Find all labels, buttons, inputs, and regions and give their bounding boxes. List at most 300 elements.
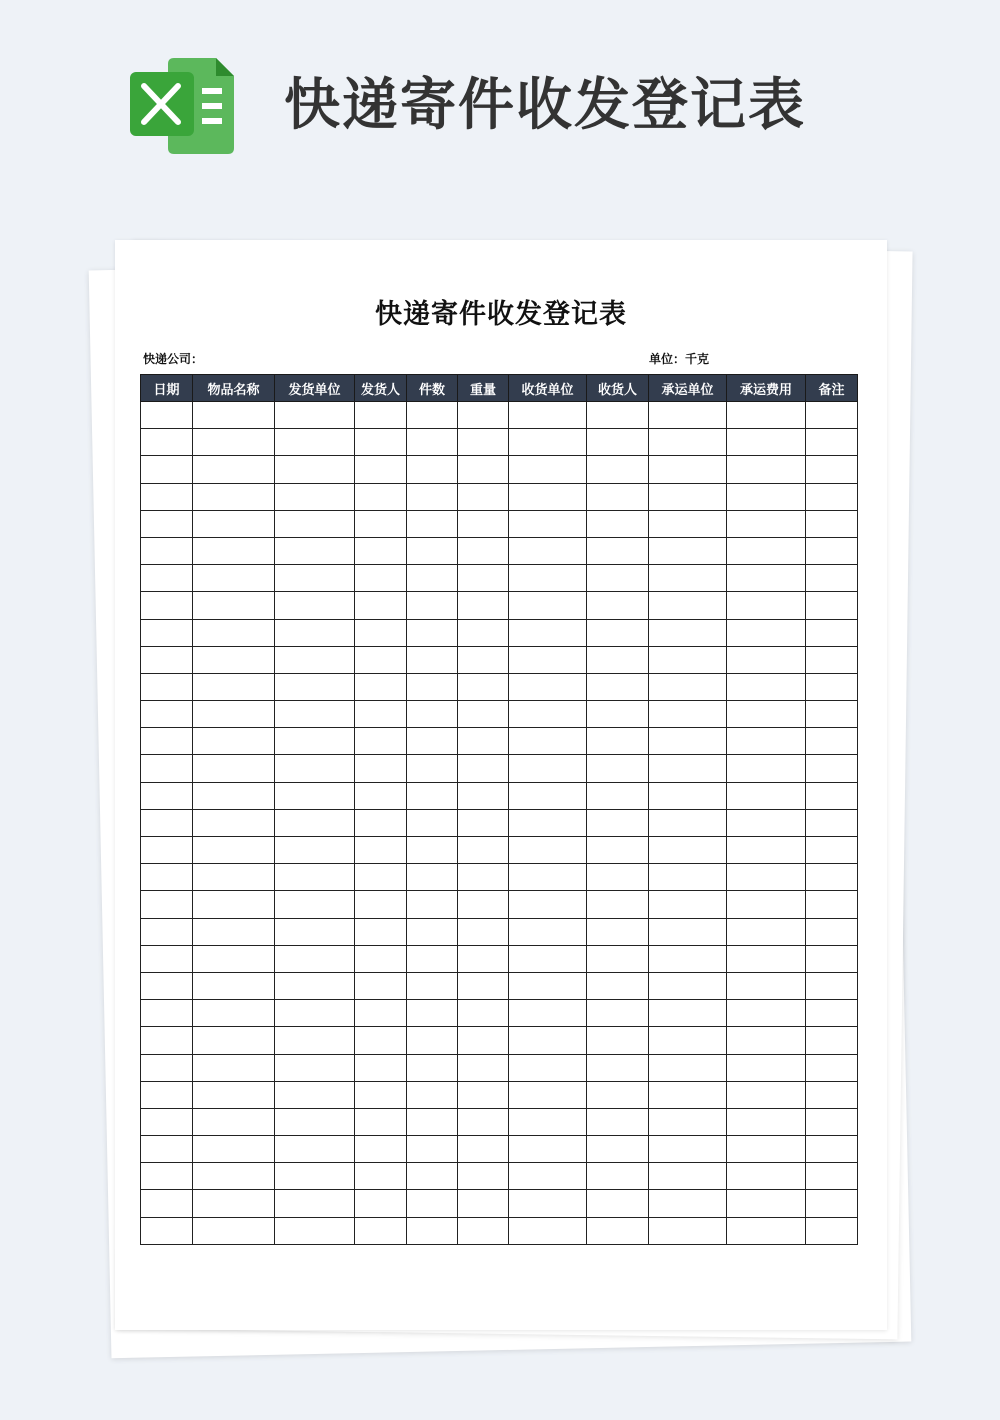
table-cell[interactable] (649, 972, 727, 999)
table-cell[interactable] (458, 701, 509, 728)
table-cell[interactable] (407, 673, 458, 700)
table-cell[interactable] (275, 673, 355, 700)
table-cell[interactable] (509, 483, 587, 510)
table-cell[interactable] (407, 945, 458, 972)
table-cell[interactable] (509, 565, 587, 592)
table-cell[interactable] (649, 456, 727, 483)
table-cell[interactable] (587, 701, 649, 728)
table-cell[interactable] (806, 864, 858, 891)
table-cell[interactable] (509, 537, 587, 564)
table-cell[interactable] (727, 1190, 806, 1217)
table-cell[interactable] (355, 537, 407, 564)
table-cell[interactable] (407, 918, 458, 945)
table-cell[interactable] (407, 646, 458, 673)
table-cell[interactable] (275, 809, 355, 836)
table-cell[interactable] (275, 1217, 355, 1244)
table-cell[interactable] (649, 1054, 727, 1081)
table-cell[interactable] (509, 972, 587, 999)
table-cell[interactable] (275, 701, 355, 728)
table-cell[interactable] (275, 918, 355, 945)
table-cell[interactable] (458, 891, 509, 918)
table-cell[interactable] (407, 755, 458, 782)
table-cell[interactable] (509, 701, 587, 728)
table-cell[interactable] (275, 782, 355, 809)
table-cell[interactable] (458, 402, 509, 429)
table-cell[interactable] (509, 1136, 587, 1163)
table-cell[interactable] (806, 483, 858, 510)
table-cell[interactable] (806, 1081, 858, 1108)
table-cell[interactable] (727, 1054, 806, 1081)
table-cell[interactable] (649, 1190, 727, 1217)
table-cell[interactable] (727, 891, 806, 918)
table-cell[interactable] (458, 1108, 509, 1135)
table-cell[interactable] (649, 1217, 727, 1244)
table-cell[interactable] (587, 1027, 649, 1054)
table-cell[interactable] (275, 945, 355, 972)
table-cell[interactable] (355, 782, 407, 809)
table-cell[interactable] (727, 755, 806, 782)
table-cell[interactable] (141, 1081, 193, 1108)
table-cell[interactable] (806, 402, 858, 429)
table-cell[interactable] (141, 619, 193, 646)
table-cell[interactable] (275, 537, 355, 564)
table-cell[interactable] (141, 510, 193, 537)
table-cell[interactable] (275, 1027, 355, 1054)
table-cell[interactable] (806, 429, 858, 456)
table-cell[interactable] (275, 728, 355, 755)
table-cell[interactable] (509, 755, 587, 782)
table-cell[interactable] (355, 429, 407, 456)
table-cell[interactable] (587, 565, 649, 592)
table-cell[interactable] (458, 837, 509, 864)
table-cell[interactable] (806, 728, 858, 755)
table-cell[interactable] (587, 1108, 649, 1135)
table-cell[interactable] (727, 619, 806, 646)
table-cell[interactable] (587, 673, 649, 700)
table-cell[interactable] (275, 565, 355, 592)
table-cell[interactable] (407, 619, 458, 646)
table-cell[interactable] (806, 755, 858, 782)
table-cell[interactable] (727, 864, 806, 891)
table-cell[interactable] (193, 646, 275, 673)
table-cell[interactable] (141, 1108, 193, 1135)
table-cell[interactable] (509, 891, 587, 918)
table-cell[interactable] (649, 646, 727, 673)
table-cell[interactable] (458, 1190, 509, 1217)
table-cell[interactable] (727, 918, 806, 945)
table-cell[interactable] (806, 891, 858, 918)
table-cell[interactable] (141, 728, 193, 755)
table-cell[interactable] (509, 864, 587, 891)
table-cell[interactable] (355, 1108, 407, 1135)
table-cell[interactable] (275, 1000, 355, 1027)
table-cell[interactable] (587, 864, 649, 891)
table-cell[interactable] (587, 537, 649, 564)
table-cell[interactable] (806, 456, 858, 483)
table-cell[interactable] (407, 1217, 458, 1244)
table-cell[interactable] (193, 510, 275, 537)
table-cell[interactable] (355, 755, 407, 782)
table-cell[interactable] (193, 673, 275, 700)
table-cell[interactable] (806, 565, 858, 592)
table-cell[interactable] (458, 1081, 509, 1108)
table-cell[interactable] (649, 1108, 727, 1135)
table-cell[interactable] (587, 619, 649, 646)
table-cell[interactable] (727, 1108, 806, 1135)
table-cell[interactable] (727, 483, 806, 510)
table-cell[interactable] (727, 537, 806, 564)
table-cell[interactable] (355, 1081, 407, 1108)
table-cell[interactable] (141, 1054, 193, 1081)
table-cell[interactable] (509, 782, 587, 809)
table-cell[interactable] (649, 565, 727, 592)
table-cell[interactable] (509, 1163, 587, 1190)
table-cell[interactable] (509, 809, 587, 836)
table-cell[interactable] (649, 483, 727, 510)
table-cell[interactable] (509, 673, 587, 700)
table-cell[interactable] (407, 456, 458, 483)
table-cell[interactable] (458, 429, 509, 456)
table-cell[interactable] (727, 646, 806, 673)
table-cell[interactable] (727, 1163, 806, 1190)
table-cell[interactable] (587, 1081, 649, 1108)
table-cell[interactable] (141, 1027, 193, 1054)
table-cell[interactable] (649, 782, 727, 809)
table-cell[interactable] (141, 565, 193, 592)
table-cell[interactable] (806, 510, 858, 537)
table-cell[interactable] (355, 402, 407, 429)
table-cell[interactable] (509, 1190, 587, 1217)
table-cell[interactable] (193, 972, 275, 999)
table-cell[interactable] (509, 510, 587, 537)
table-cell[interactable] (649, 918, 727, 945)
table-cell[interactable] (141, 456, 193, 483)
table-cell[interactable] (727, 1081, 806, 1108)
table-cell[interactable] (727, 945, 806, 972)
table-cell[interactable] (649, 1081, 727, 1108)
table-cell[interactable] (587, 1000, 649, 1027)
table-cell[interactable] (458, 646, 509, 673)
table-cell[interactable] (407, 429, 458, 456)
table-cell[interactable] (355, 456, 407, 483)
table-cell[interactable] (193, 619, 275, 646)
table-cell[interactable] (509, 1054, 587, 1081)
table-cell[interactable] (407, 1081, 458, 1108)
table-cell[interactable] (587, 809, 649, 836)
table-cell[interactable] (275, 456, 355, 483)
table-cell[interactable] (806, 1108, 858, 1135)
table-cell[interactable] (587, 945, 649, 972)
table-cell[interactable] (458, 1000, 509, 1027)
table-cell[interactable] (649, 701, 727, 728)
table-cell[interactable] (141, 972, 193, 999)
table-cell[interactable] (141, 837, 193, 864)
table-cell[interactable] (193, 891, 275, 918)
table-cell[interactable] (407, 402, 458, 429)
table-cell[interactable] (355, 1163, 407, 1190)
table-cell[interactable] (649, 728, 727, 755)
table-cell[interactable] (193, 728, 275, 755)
table-cell[interactable] (355, 646, 407, 673)
table-cell[interactable] (407, 483, 458, 510)
table-cell[interactable] (141, 402, 193, 429)
table-cell[interactable] (355, 837, 407, 864)
table-cell[interactable] (407, 864, 458, 891)
table-cell[interactable] (355, 972, 407, 999)
table-cell[interactable] (355, 1027, 407, 1054)
table-cell[interactable] (649, 755, 727, 782)
table-cell[interactable] (355, 1190, 407, 1217)
table-cell[interactable] (649, 510, 727, 537)
table-cell[interactable] (407, 809, 458, 836)
table-cell[interactable] (587, 483, 649, 510)
table-cell[interactable] (275, 592, 355, 619)
table-cell[interactable] (193, 1217, 275, 1244)
table-cell[interactable] (275, 755, 355, 782)
table-cell[interactable] (587, 402, 649, 429)
table-cell[interactable] (649, 673, 727, 700)
table-cell[interactable] (407, 701, 458, 728)
table-cell[interactable] (649, 429, 727, 456)
table-cell[interactable] (141, 483, 193, 510)
table-cell[interactable] (727, 1027, 806, 1054)
table-cell[interactable] (407, 1054, 458, 1081)
table-cell[interactable] (275, 837, 355, 864)
table-cell[interactable] (806, 1136, 858, 1163)
table-cell[interactable] (275, 1163, 355, 1190)
table-cell[interactable] (649, 864, 727, 891)
table-cell[interactable] (806, 1000, 858, 1027)
table-cell[interactable] (806, 592, 858, 619)
table-cell[interactable] (649, 891, 727, 918)
table-cell[interactable] (193, 782, 275, 809)
table-cell[interactable] (509, 592, 587, 619)
table-cell[interactable] (141, 1217, 193, 1244)
table-cell[interactable] (509, 728, 587, 755)
table-cell[interactable] (806, 1054, 858, 1081)
table-cell[interactable] (458, 565, 509, 592)
table-cell[interactable] (407, 837, 458, 864)
table-cell[interactable] (407, 1136, 458, 1163)
table-cell[interactable] (806, 1190, 858, 1217)
table-cell[interactable] (193, 945, 275, 972)
table-cell[interactable] (141, 945, 193, 972)
table-cell[interactable] (193, 1136, 275, 1163)
table-cell[interactable] (458, 1136, 509, 1163)
table-cell[interactable] (587, 1163, 649, 1190)
table-cell[interactable] (509, 402, 587, 429)
table-cell[interactable] (458, 510, 509, 537)
table-cell[interactable] (727, 782, 806, 809)
table-cell[interactable] (193, 809, 275, 836)
table-cell[interactable] (355, 673, 407, 700)
table-cell[interactable] (407, 1000, 458, 1027)
table-cell[interactable] (458, 864, 509, 891)
table-cell[interactable] (727, 728, 806, 755)
table-cell[interactable] (407, 891, 458, 918)
table-cell[interactable] (649, 837, 727, 864)
table-cell[interactable] (587, 918, 649, 945)
table-cell[interactable] (193, 483, 275, 510)
table-cell[interactable] (141, 646, 193, 673)
table-cell[interactable] (355, 1217, 407, 1244)
table-cell[interactable] (806, 782, 858, 809)
table-cell[interactable] (141, 918, 193, 945)
table-cell[interactable] (407, 1108, 458, 1135)
table-cell[interactable] (355, 510, 407, 537)
table-cell[interactable] (355, 483, 407, 510)
table-cell[interactable] (275, 1081, 355, 1108)
table-cell[interactable] (193, 1190, 275, 1217)
table-cell[interactable] (587, 1217, 649, 1244)
table-cell[interactable] (275, 1136, 355, 1163)
table-cell[interactable] (355, 1000, 407, 1027)
table-cell[interactable] (806, 972, 858, 999)
table-cell[interactable] (458, 592, 509, 619)
table-cell[interactable] (355, 809, 407, 836)
table-cell[interactable] (275, 510, 355, 537)
table-cell[interactable] (806, 1163, 858, 1190)
table-cell[interactable] (727, 402, 806, 429)
table-cell[interactable] (141, 891, 193, 918)
table-cell[interactable] (509, 429, 587, 456)
table-cell[interactable] (727, 592, 806, 619)
table-cell[interactable] (649, 1027, 727, 1054)
table-cell[interactable] (806, 837, 858, 864)
table-cell[interactable] (458, 537, 509, 564)
table-cell[interactable] (407, 1163, 458, 1190)
table-cell[interactable] (587, 1136, 649, 1163)
table-cell[interactable] (509, 646, 587, 673)
table-cell[interactable] (141, 809, 193, 836)
table-cell[interactable] (193, 565, 275, 592)
table-cell[interactable] (727, 429, 806, 456)
table-cell[interactable] (141, 673, 193, 700)
table-cell[interactable] (649, 1000, 727, 1027)
table-cell[interactable] (509, 619, 587, 646)
table-cell[interactable] (275, 1054, 355, 1081)
table-cell[interactable] (355, 565, 407, 592)
table-cell[interactable] (458, 809, 509, 836)
table-cell[interactable] (458, 1054, 509, 1081)
table-cell[interactable] (458, 782, 509, 809)
table-cell[interactable] (727, 701, 806, 728)
table-cell[interactable] (193, 701, 275, 728)
table-cell[interactable] (458, 1027, 509, 1054)
table-cell[interactable] (193, 864, 275, 891)
table-cell[interactable] (458, 728, 509, 755)
table-cell[interactable] (141, 1190, 193, 1217)
table-cell[interactable] (509, 1108, 587, 1135)
table-cell[interactable] (509, 837, 587, 864)
table-cell[interactable] (141, 1136, 193, 1163)
table-cell[interactable] (509, 456, 587, 483)
table-cell[interactable] (509, 918, 587, 945)
table-cell[interactable] (193, 837, 275, 864)
table-cell[interactable] (458, 483, 509, 510)
table-cell[interactable] (407, 510, 458, 537)
table-cell[interactable] (509, 1081, 587, 1108)
table-cell[interactable] (193, 1054, 275, 1081)
table-cell[interactable] (587, 429, 649, 456)
table-cell[interactable] (587, 782, 649, 809)
table-cell[interactable] (587, 1054, 649, 1081)
table-cell[interactable] (193, 456, 275, 483)
table-cell[interactable] (193, 402, 275, 429)
table-cell[interactable] (141, 592, 193, 619)
table-cell[interactable] (141, 782, 193, 809)
table-cell[interactable] (649, 1136, 727, 1163)
table-cell[interactable] (193, 1081, 275, 1108)
table-cell[interactable] (649, 619, 727, 646)
table-cell[interactable] (355, 945, 407, 972)
table-cell[interactable] (727, 972, 806, 999)
table-cell[interactable] (458, 619, 509, 646)
table-cell[interactable] (806, 646, 858, 673)
table-cell[interactable] (806, 809, 858, 836)
table-cell[interactable] (509, 1217, 587, 1244)
table-cell[interactable] (355, 701, 407, 728)
table-cell[interactable] (275, 891, 355, 918)
table-cell[interactable] (355, 918, 407, 945)
table-cell[interactable] (193, 429, 275, 456)
table-cell[interactable] (806, 1027, 858, 1054)
table-cell[interactable] (355, 592, 407, 619)
table-cell[interactable] (587, 755, 649, 782)
table-cell[interactable] (806, 945, 858, 972)
table-cell[interactable] (355, 1136, 407, 1163)
table-cell[interactable] (806, 673, 858, 700)
table-cell[interactable] (355, 619, 407, 646)
table-cell[interactable] (509, 1000, 587, 1027)
table-cell[interactable] (275, 972, 355, 999)
table-cell[interactable] (587, 510, 649, 537)
table-cell[interactable] (355, 864, 407, 891)
table-cell[interactable] (275, 864, 355, 891)
table-cell[interactable] (727, 809, 806, 836)
table-cell[interactable] (587, 837, 649, 864)
table-cell[interactable] (806, 1217, 858, 1244)
table-cell[interactable] (141, 429, 193, 456)
table-cell[interactable] (509, 1027, 587, 1054)
table-cell[interactable] (727, 1136, 806, 1163)
table-cell[interactable] (649, 592, 727, 619)
table-cell[interactable] (587, 646, 649, 673)
table-cell[interactable] (649, 945, 727, 972)
table-cell[interactable] (141, 755, 193, 782)
table-cell[interactable] (649, 402, 727, 429)
table-cell[interactable] (193, 1000, 275, 1027)
table-cell[interactable] (509, 945, 587, 972)
table-cell[interactable] (193, 755, 275, 782)
table-cell[interactable] (458, 1163, 509, 1190)
table-cell[interactable] (806, 701, 858, 728)
table-cell[interactable] (275, 429, 355, 456)
table-cell[interactable] (587, 456, 649, 483)
table-cell[interactable] (649, 1163, 727, 1190)
table-cell[interactable] (193, 537, 275, 564)
table-cell[interactable] (407, 537, 458, 564)
table-cell[interactable] (275, 483, 355, 510)
table-cell[interactable] (355, 728, 407, 755)
table-cell[interactable] (407, 1190, 458, 1217)
table-cell[interactable] (407, 565, 458, 592)
table-cell[interactable] (193, 1108, 275, 1135)
table-cell[interactable] (407, 592, 458, 619)
table-cell[interactable] (727, 510, 806, 537)
table-cell[interactable] (407, 972, 458, 999)
table-cell[interactable] (275, 646, 355, 673)
